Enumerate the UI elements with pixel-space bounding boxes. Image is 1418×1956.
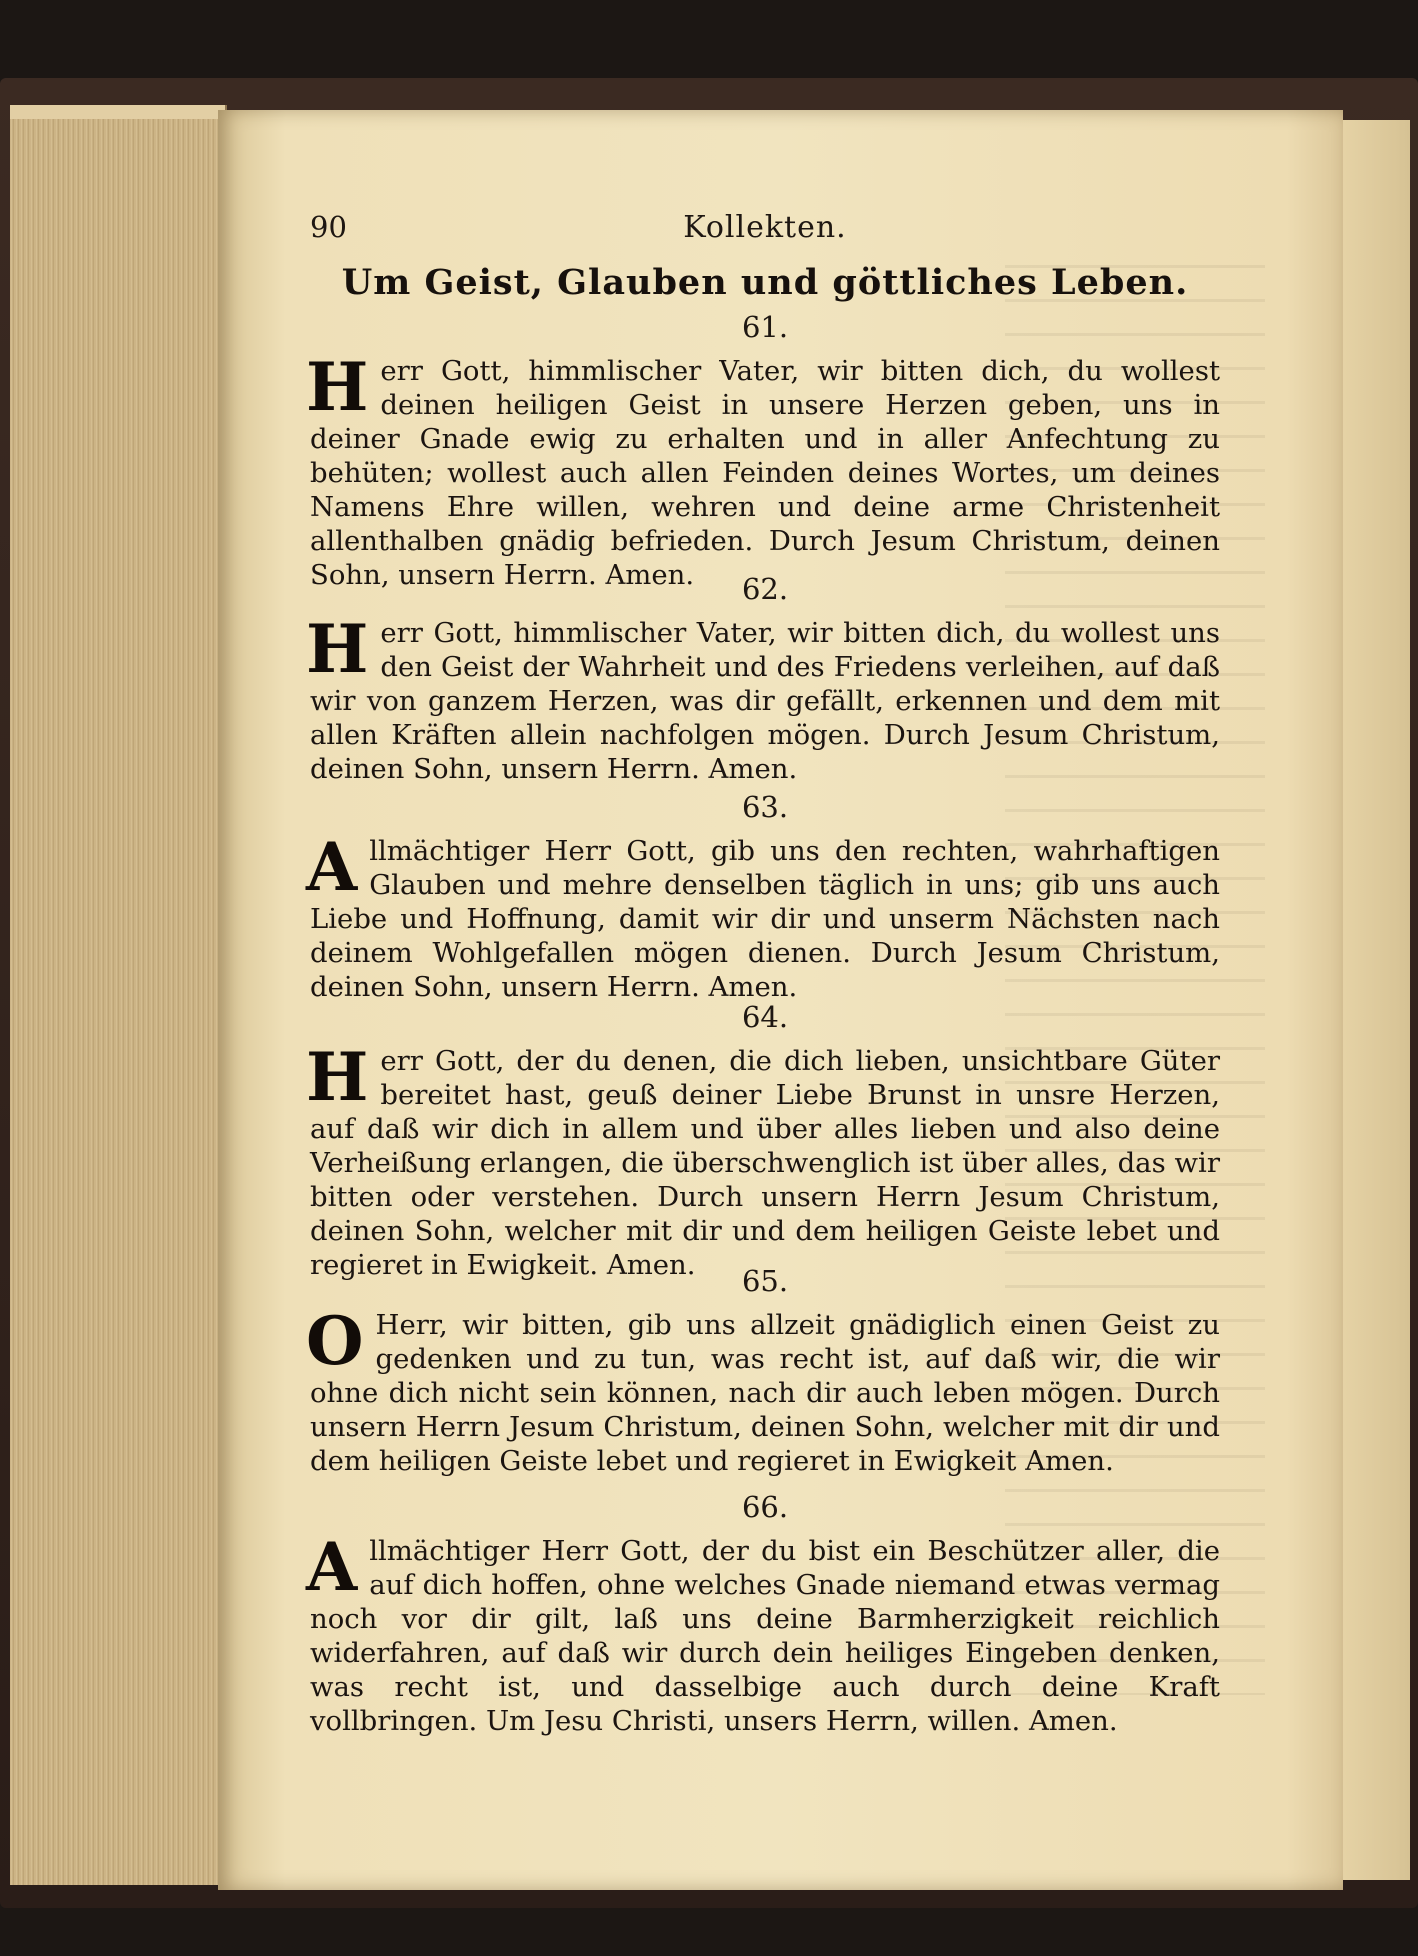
prayer-body-text: err Gott, himmlischer Vater, wir bitten dich, du wollest deinen heiligen Geist in unsere Herzen geben, uns in deiner Gnade ewig zu erhalten und in aller Anfechtung zu behüten; wollest auch allen Feinden deines Wortes, um deines Namens Ehre willen, wehren und deine arme Christenheit allenthalben gnädig befrieden. Durch Jesum Christum, deinen Sohn, unsern Herrn. Amen. bbox=[310, 355, 1220, 591]
running-title: Kollekten. bbox=[683, 210, 847, 245]
prayer-number: 64. bbox=[741, 1000, 789, 1034]
prayer-number: 65. bbox=[741, 1264, 789, 1298]
drop-cap-initial: A bbox=[306, 1528, 358, 1606]
prayer-number: 63. bbox=[741, 790, 789, 824]
prayer-text bbox=[306, 828, 1220, 1004]
prayer-text bbox=[306, 1302, 1220, 1478]
prayer-number: 66. bbox=[741, 1490, 789, 1524]
drop-cap-initial: H bbox=[306, 610, 369, 688]
prayer-number: 61. bbox=[741, 310, 789, 344]
prayer-body-text: Herr, wir bitten, gib uns allzeit gnädiglich einen Geist zu gedenken und zu tun, was recht ist, auf daß wir, die wir ohne dich nicht sein können, nach dir auch leben mögen. Durch unsern Herrn Jesum Christum, deinen Sohn, welcher mit dir und dem heiligen Geiste lebet und regieret in Ewigkeit Amen. bbox=[310, 1309, 1220, 1477]
page-block-top-edge bbox=[10, 105, 225, 119]
page-block-edges bbox=[10, 105, 227, 1885]
prayer-text bbox=[306, 348, 1220, 592]
page-number: 90 bbox=[310, 210, 347, 244]
drop-cap-initial: A bbox=[306, 828, 358, 906]
prayer-body-text: err Gott, der du denen, die dich lieben, unsichtbare Güter bereitet hast, geuß deiner Liebe Brunst in unsre Herzen, auf daß wir dich in allem und über alles lieben und also deine Verheißung erlangen, die überschwenglich ist über alles, das wir bitten oder verstehen. Durch unsern Herrn Jesum Christum, deinen Sohn, welcher mit dir und dem heiligen Geiste lebet und regieret in Ewigkeit. Amen. bbox=[310, 1045, 1220, 1281]
prayer-number: 62. bbox=[741, 572, 789, 606]
section-title: Um Geist, Glauben und göttliches Leben. bbox=[341, 262, 1189, 303]
prayer-text bbox=[306, 1528, 1220, 1738]
drop-cap-initial: H bbox=[306, 348, 369, 426]
prayer-body-text: llmächtiger Herr Gott, gib uns den rechten, wahrhaftigen Glauben und mehre denselben täglich in uns; gib uns auch Liebe und Hoffnung, damit wir dir und unserm Nächsten nach deinem Wohlgefallen mögen dienen. Durch Jesum Christum, deinen Sohn, unsern Herrn. Amen. bbox=[310, 835, 1220, 1003]
drop-cap-initial: H bbox=[306, 1038, 369, 1116]
prayer-body-text: err Gott, himmlischer Vater, wir bitten dich, du wollest uns den Geist der Wahrheit und des Friedens verleihen, auf daß wir von ganzem Herzen, was dir gefällt, erkennen und dem mit allen Kräften allein nachfolgen mögen. Durch Jesum Christum, deinen Sohn, unsern Herrn. Amen. bbox=[310, 617, 1220, 785]
facing-page-edge bbox=[1340, 120, 1410, 1880]
prayer-body-text: llmächtiger Herr Gott, der du bist ein Beschützer aller, die auf dich hoffen, ohne welches Gnade niemand etwas vermag noch vor dir gilt, laß uns deine Barmherzigkeit reichlich widerfahren, auf daß wir durch dein heiliges Eingeben denken, was recht ist, und dasselbige auch durch deine Kraft vollbringen. Um Jesu Christi, unsers Herrn, willen. Amen. bbox=[310, 1535, 1220, 1737]
drop-cap-initial: O bbox=[306, 1302, 364, 1380]
prayer-text bbox=[306, 610, 1220, 786]
prayer-text bbox=[306, 1038, 1220, 1282]
page-header bbox=[310, 210, 1220, 250]
